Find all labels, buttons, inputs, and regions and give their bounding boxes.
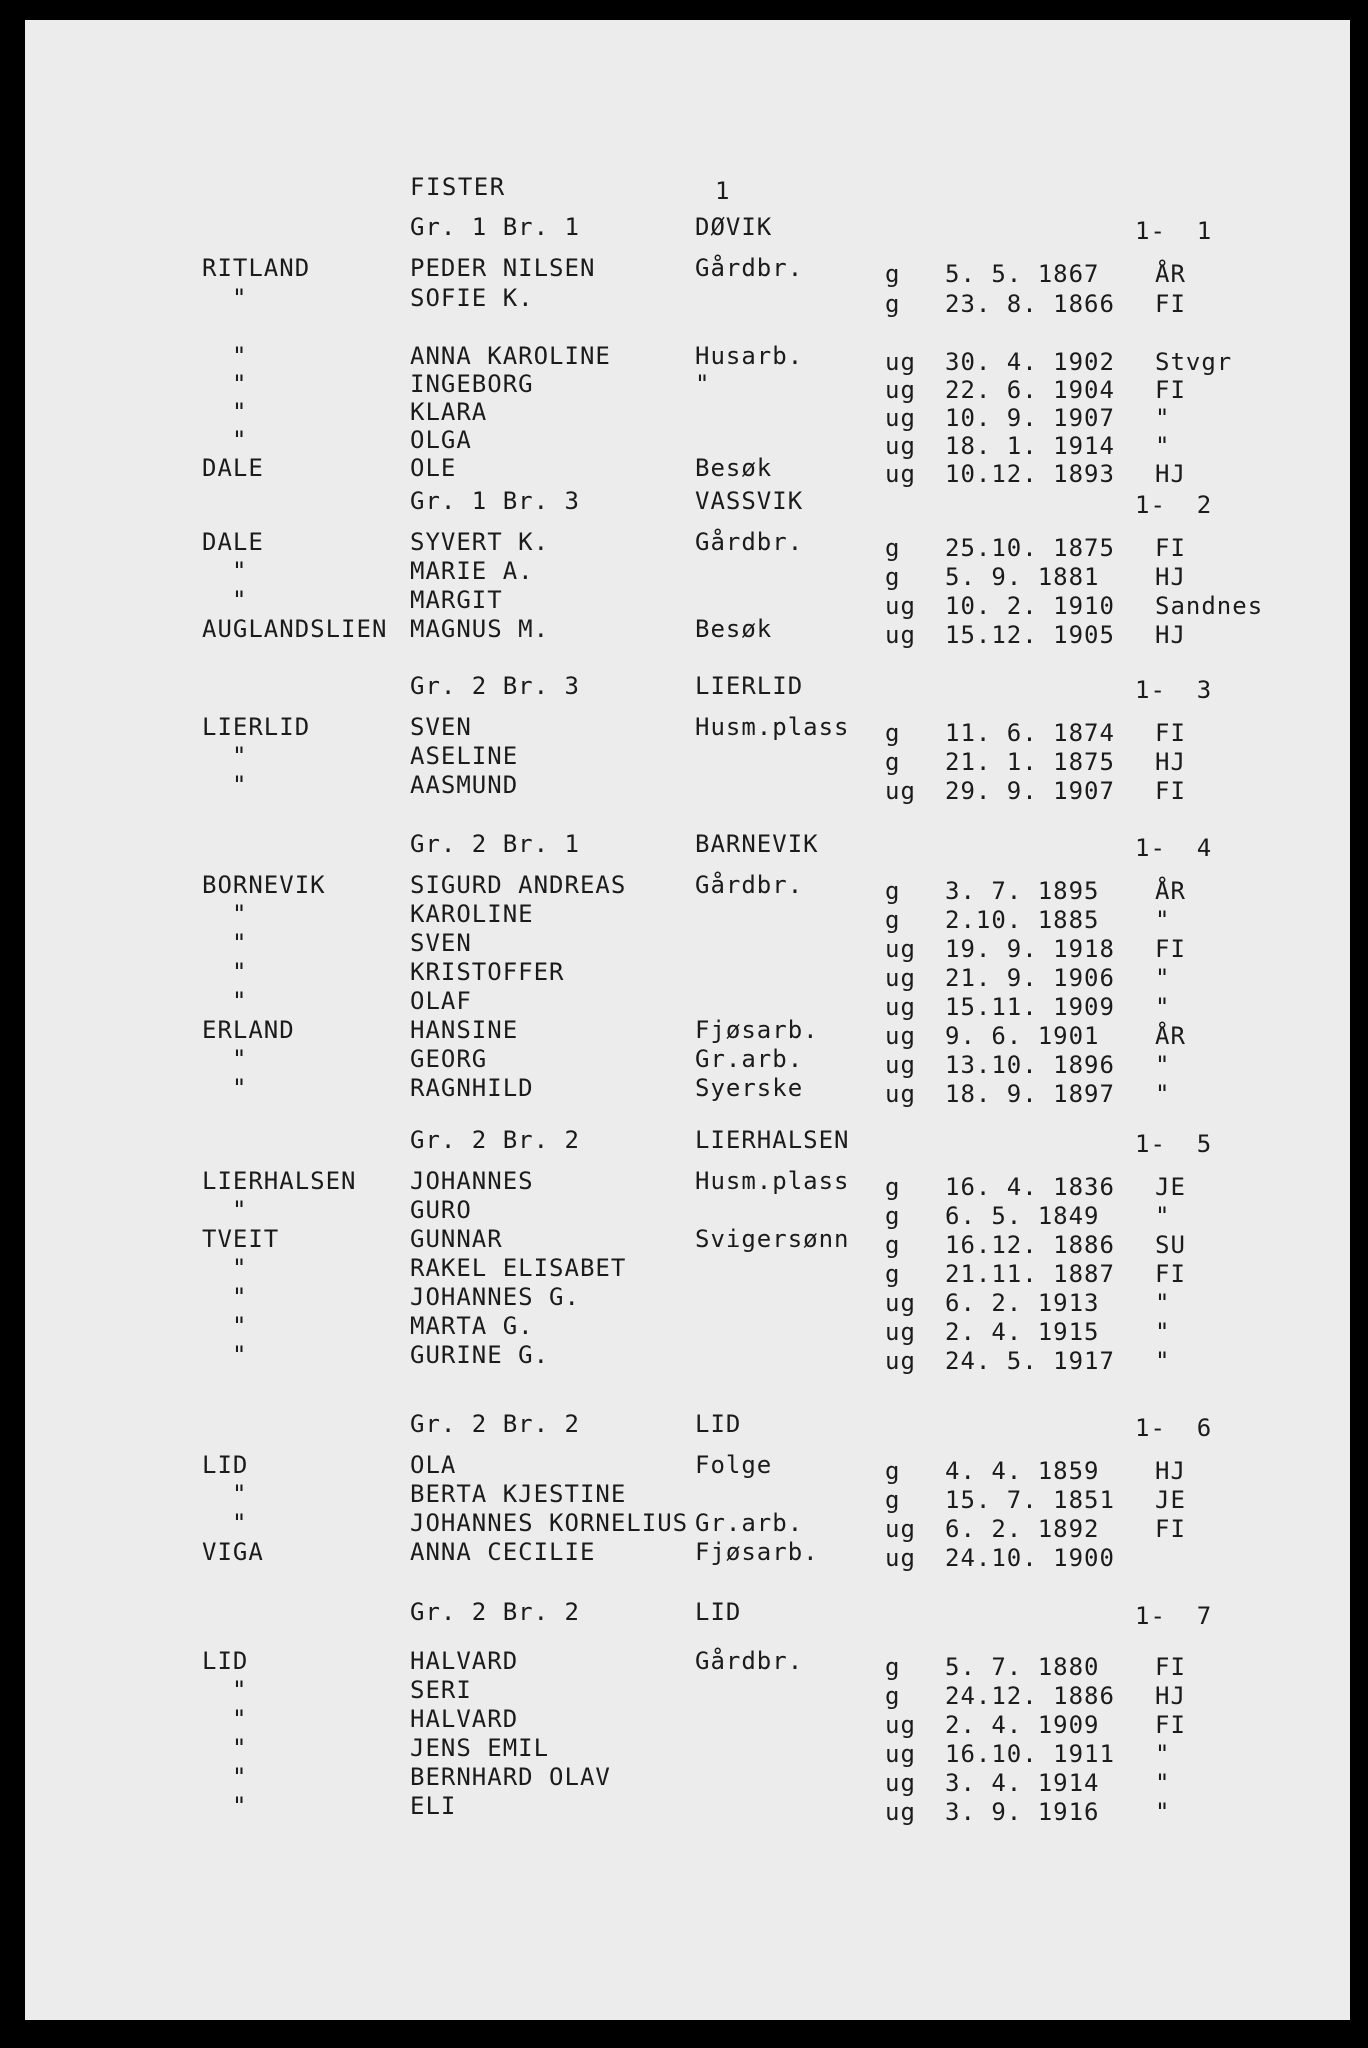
section-place-name: LIERHALSEN bbox=[695, 1126, 850, 1154]
row-birth-date: 18. 9. 1897 bbox=[945, 1080, 1115, 1108]
row-birth-date: 19. 9. 1918 bbox=[945, 935, 1115, 963]
row-surname: " bbox=[232, 284, 248, 312]
row-surname: " bbox=[232, 342, 248, 370]
row-marital-status: ug bbox=[885, 592, 916, 620]
section-place-name: LIERLID bbox=[695, 672, 804, 700]
row-marital-status: g bbox=[885, 1231, 901, 1259]
row-birthplace: FI bbox=[1155, 1515, 1186, 1543]
row-marital-status: g bbox=[885, 748, 901, 776]
row-marital-status: g bbox=[885, 1682, 901, 1710]
row-role: Husm.plass bbox=[695, 1167, 850, 1195]
row-birthplace: " bbox=[1155, 1318, 1171, 1346]
row-role: Gårdbr. bbox=[695, 871, 804, 899]
row-birth-date: 21. 9. 1906 bbox=[945, 964, 1115, 992]
row-role: Husarb. bbox=[695, 342, 804, 370]
row-marital-status: g bbox=[885, 1653, 901, 1681]
row-birthplace: " bbox=[1155, 993, 1171, 1021]
row-birthplace: " bbox=[1155, 1769, 1171, 1797]
row-marital-status: ug bbox=[885, 1798, 916, 1826]
row-marital-status: g bbox=[885, 534, 901, 562]
row-surname: LIERHALSEN bbox=[202, 1167, 357, 1195]
section-code: 1- 7 bbox=[1135, 1602, 1213, 1630]
row-given-name: SERI bbox=[410, 1676, 472, 1704]
row-role: Besøk bbox=[695, 454, 773, 482]
row-role: Syerske bbox=[695, 1074, 804, 1102]
row-birth-date: 21. 1. 1875 bbox=[945, 748, 1115, 776]
row-birthplace: HJ bbox=[1155, 460, 1186, 488]
row-birth-date: 9. 6. 1901 bbox=[945, 1022, 1100, 1050]
row-birthplace: FI bbox=[1155, 376, 1186, 404]
row-given-name: KAROLINE bbox=[410, 900, 534, 928]
section-group-label: Gr. 2 Br. 1 bbox=[410, 830, 580, 858]
row-role: " bbox=[695, 370, 711, 398]
row-surname: " bbox=[232, 1283, 248, 1311]
row-birthplace: Stvgr bbox=[1155, 348, 1233, 376]
row-given-name: KLARA bbox=[410, 398, 488, 426]
row-birth-date: 16. 4. 1836 bbox=[945, 1173, 1115, 1201]
row-birth-date: 29. 9. 1907 bbox=[945, 777, 1115, 805]
row-birthplace: HJ bbox=[1155, 621, 1186, 649]
row-birthplace: FI bbox=[1155, 1260, 1186, 1288]
page-title: FISTER bbox=[410, 173, 506, 201]
section-place-name: BARNEVIK bbox=[695, 830, 819, 858]
row-birth-date: 25.10. 1875 bbox=[945, 534, 1115, 562]
row-given-name: OLGA bbox=[410, 426, 472, 454]
section-place-name: LID bbox=[695, 1410, 742, 1438]
section-code: 1- 3 bbox=[1135, 676, 1213, 704]
row-given-name: PEDER NILSEN bbox=[410, 254, 596, 282]
row-given-name: BERTA KJESTINE bbox=[410, 1480, 627, 1508]
row-marital-status: g bbox=[885, 1202, 901, 1230]
row-given-name: RAGNHILD bbox=[410, 1074, 534, 1102]
row-surname: " bbox=[232, 1196, 248, 1224]
section-code: 1- 2 bbox=[1135, 491, 1213, 519]
row-given-name: ELI bbox=[410, 1792, 457, 1820]
row-role: Gårdbr. bbox=[695, 254, 804, 282]
row-birth-date: 2. 4. 1915 bbox=[945, 1318, 1100, 1346]
row-given-name: OLA bbox=[410, 1451, 457, 1479]
row-given-name: INGEBORG bbox=[410, 370, 534, 398]
row-birthplace: " bbox=[1155, 1202, 1171, 1230]
row-birth-date: 6. 2. 1892 bbox=[945, 1515, 1100, 1543]
row-birth-date: 10.12. 1893 bbox=[945, 460, 1115, 488]
row-given-name: GUNNAR bbox=[410, 1225, 503, 1253]
row-marital-status: ug bbox=[885, 1051, 916, 1079]
row-given-name: JOHANNES KORNELIUS bbox=[410, 1509, 689, 1537]
row-birth-date: 15.12. 1905 bbox=[945, 621, 1115, 649]
section-group-label: Gr. 2 Br. 2 bbox=[410, 1410, 580, 1438]
row-marital-status: g bbox=[885, 1173, 901, 1201]
row-birth-date: 24.10. 1900 bbox=[945, 1544, 1115, 1572]
row-birth-date: 22. 6. 1904 bbox=[945, 376, 1115, 404]
row-marital-status: ug bbox=[885, 1769, 916, 1797]
row-given-name: JENS EMIL bbox=[410, 1734, 550, 1762]
row-role: Folge bbox=[695, 1451, 773, 1479]
row-birth-date: 2.10. 1885 bbox=[945, 906, 1100, 934]
row-surname: RITLAND bbox=[202, 254, 311, 282]
row-given-name: MAGNUS M. bbox=[410, 615, 550, 643]
section-code: 1- 4 bbox=[1135, 834, 1213, 862]
row-birth-date: 5. 7. 1880 bbox=[945, 1653, 1100, 1681]
row-surname: " bbox=[232, 900, 248, 928]
row-surname: " bbox=[232, 1480, 248, 1508]
row-birth-date: 11. 6. 1874 bbox=[945, 719, 1115, 747]
row-given-name: HANSINE bbox=[410, 1016, 519, 1044]
row-marital-status: ug bbox=[885, 460, 916, 488]
row-surname: ERLAND bbox=[202, 1016, 295, 1044]
row-surname: " bbox=[232, 1312, 248, 1340]
row-surname: " bbox=[232, 370, 248, 398]
row-surname: BORNEVIK bbox=[202, 871, 326, 899]
row-surname: " bbox=[232, 557, 248, 585]
row-marital-status: g bbox=[885, 719, 901, 747]
row-marital-status: ug bbox=[885, 777, 916, 805]
row-birth-date: 16.10. 1911 bbox=[945, 1740, 1115, 1768]
row-surname: TVEIT bbox=[202, 1225, 280, 1253]
row-marital-status: ug bbox=[885, 1022, 916, 1050]
row-birth-date: 21.11. 1887 bbox=[945, 1260, 1115, 1288]
row-role: Fjøsarb. bbox=[695, 1538, 819, 1566]
row-role: Gårdbr. bbox=[695, 1647, 804, 1675]
row-surname: " bbox=[232, 1045, 248, 1073]
row-marital-status: ug bbox=[885, 621, 916, 649]
row-birth-date: 3. 4. 1914 bbox=[945, 1769, 1100, 1797]
row-role: Husm.plass bbox=[695, 713, 850, 741]
row-surname: " bbox=[232, 1763, 248, 1791]
row-given-name: OLE bbox=[410, 454, 457, 482]
row-surname: " bbox=[232, 426, 248, 454]
row-marital-status: ug bbox=[885, 404, 916, 432]
row-birth-date: 3. 9. 1916 bbox=[945, 1798, 1100, 1826]
row-given-name: ASELINE bbox=[410, 742, 519, 770]
row-surname: " bbox=[232, 586, 248, 614]
row-surname: DALE bbox=[202, 454, 264, 482]
row-surname: " bbox=[232, 1341, 248, 1369]
row-birth-date: 23. 8. 1866 bbox=[945, 290, 1115, 318]
row-birth-date: 5. 9. 1881 bbox=[945, 563, 1100, 591]
row-marital-status: ug bbox=[885, 993, 916, 1021]
row-given-name: OLAF bbox=[410, 987, 472, 1015]
row-birthplace: JE bbox=[1155, 1173, 1186, 1201]
row-birth-date: 6. 5. 1849 bbox=[945, 1202, 1100, 1230]
row-birth-date: 18. 1. 1914 bbox=[945, 432, 1115, 460]
row-marital-status: g bbox=[885, 260, 901, 288]
row-surname: " bbox=[232, 987, 248, 1015]
section-place-name: DØVIK bbox=[695, 213, 773, 241]
row-surname: " bbox=[232, 771, 248, 799]
row-birthplace: " bbox=[1155, 1051, 1171, 1079]
row-given-name: RAKEL ELISABET bbox=[410, 1254, 627, 1282]
row-given-name: GURO bbox=[410, 1196, 472, 1224]
row-given-name: SVEN bbox=[410, 929, 472, 957]
row-birthplace: " bbox=[1155, 1740, 1171, 1768]
row-birth-date: 13.10. 1896 bbox=[945, 1051, 1115, 1079]
row-role: Besøk bbox=[695, 615, 773, 643]
row-given-name: ANNA KAROLINE bbox=[410, 342, 611, 370]
row-birthplace: HJ bbox=[1155, 563, 1186, 591]
row-birth-date: 2. 4. 1909 bbox=[945, 1711, 1100, 1739]
row-surname: " bbox=[232, 1734, 248, 1762]
row-given-name: SVEN bbox=[410, 713, 472, 741]
row-given-name: MARGIT bbox=[410, 586, 503, 614]
row-given-name: SOFIE K. bbox=[410, 284, 534, 312]
row-surname: LID bbox=[202, 1451, 249, 1479]
row-birth-date: 15.11. 1909 bbox=[945, 993, 1115, 1021]
row-marital-status: ug bbox=[885, 1318, 916, 1346]
row-given-name: HALVARD bbox=[410, 1647, 519, 1675]
row-marital-status: g bbox=[885, 563, 901, 591]
row-given-name: SIGURD ANDREAS bbox=[410, 871, 627, 899]
row-birth-date: 24. 5. 1917 bbox=[945, 1347, 1115, 1375]
row-given-name: KRISTOFFER bbox=[410, 958, 565, 986]
section-group-label: Gr. 2 Br. 3 bbox=[410, 672, 580, 700]
row-marital-status: g bbox=[885, 1486, 901, 1514]
row-given-name: JOHANNES bbox=[410, 1167, 534, 1195]
row-marital-status: g bbox=[885, 1260, 901, 1288]
row-birthplace: " bbox=[1155, 404, 1171, 432]
row-birthplace: " bbox=[1155, 1080, 1171, 1108]
section-group-label: Gr. 1 Br. 1 bbox=[410, 213, 580, 241]
row-birthplace: JE bbox=[1155, 1486, 1186, 1514]
row-marital-status: g bbox=[885, 906, 901, 934]
row-birthplace: ÅR bbox=[1155, 1022, 1186, 1050]
row-birth-date: 3. 7. 1895 bbox=[945, 877, 1100, 905]
row-marital-status: ug bbox=[885, 1711, 916, 1739]
row-birthplace: FI bbox=[1155, 719, 1186, 747]
row-role: Fjøsarb. bbox=[695, 1016, 819, 1044]
section-place-name: LID bbox=[695, 1598, 742, 1626]
row-birthplace: HJ bbox=[1155, 748, 1186, 776]
row-given-name: AASMUND bbox=[410, 771, 519, 799]
row-given-name: GEORG bbox=[410, 1045, 488, 1073]
row-surname: " bbox=[232, 929, 248, 957]
row-given-name: BERNHARD OLAV bbox=[410, 1763, 611, 1791]
section-group-label: Gr. 1 Br. 3 bbox=[410, 487, 580, 515]
row-marital-status: ug bbox=[885, 432, 916, 460]
row-birth-date: 10. 9. 1907 bbox=[945, 404, 1115, 432]
row-given-name: GURINE G. bbox=[410, 1341, 550, 1369]
row-birth-date: 15. 7. 1851 bbox=[945, 1486, 1115, 1514]
row-marital-status: ug bbox=[885, 1515, 916, 1543]
row-birthplace: ÅR bbox=[1155, 877, 1186, 905]
row-surname: " bbox=[232, 1676, 248, 1704]
row-marital-status: ug bbox=[885, 964, 916, 992]
row-given-name: JOHANNES G. bbox=[410, 1283, 580, 1311]
row-surname: " bbox=[232, 1509, 248, 1537]
row-role: Gårdbr. bbox=[695, 528, 804, 556]
row-marital-status: ug bbox=[885, 1740, 916, 1768]
section-group-label: Gr. 2 Br. 2 bbox=[410, 1598, 580, 1626]
row-given-name: MARTA G. bbox=[410, 1312, 534, 1340]
row-birthplace: Sandnes bbox=[1155, 592, 1264, 620]
row-birthplace: FI bbox=[1155, 777, 1186, 805]
row-given-name: SYVERT K. bbox=[410, 528, 550, 556]
row-surname: " bbox=[232, 1074, 248, 1102]
row-birthplace: " bbox=[1155, 1289, 1171, 1317]
row-given-name: MARIE A. bbox=[410, 557, 534, 585]
row-birthplace: " bbox=[1155, 1347, 1171, 1375]
row-birth-date: 16.12. 1886 bbox=[945, 1231, 1115, 1259]
row-marital-status: ug bbox=[885, 376, 916, 404]
row-birthplace: " bbox=[1155, 906, 1171, 934]
row-surname: DALE bbox=[202, 528, 264, 556]
row-marital-status: g bbox=[885, 1457, 901, 1485]
row-birthplace: ÅR bbox=[1155, 260, 1186, 288]
row-surname: LID bbox=[202, 1647, 249, 1675]
row-marital-status: ug bbox=[885, 1544, 916, 1572]
document-page bbox=[25, 20, 1350, 2020]
row-surname: " bbox=[232, 742, 248, 770]
row-marital-status: g bbox=[885, 877, 901, 905]
row-surname: " bbox=[232, 1792, 248, 1820]
row-birthplace: HJ bbox=[1155, 1682, 1186, 1710]
row-birthplace: " bbox=[1155, 432, 1171, 460]
row-marital-status: ug bbox=[885, 1080, 916, 1108]
section-place-name: VASSVIK bbox=[695, 487, 804, 515]
row-birth-date: 5. 5. 1867 bbox=[945, 260, 1100, 288]
row-birth-date: 30. 4. 1902 bbox=[945, 348, 1115, 376]
row-marital-status: ug bbox=[885, 1289, 916, 1317]
row-given-name: HALVARD bbox=[410, 1705, 519, 1733]
row-birthplace: " bbox=[1155, 964, 1171, 992]
row-birthplace: FI bbox=[1155, 935, 1186, 963]
section-code: 1- 1 bbox=[1135, 217, 1213, 245]
row-birthplace: SU bbox=[1155, 1231, 1186, 1259]
row-surname: VIGA bbox=[202, 1538, 264, 1566]
page-number: 1 bbox=[715, 177, 731, 205]
row-birth-date: 24.12. 1886 bbox=[945, 1682, 1115, 1710]
row-marital-status: ug bbox=[885, 935, 916, 963]
row-birthplace: FI bbox=[1155, 290, 1186, 318]
row-role: Svigersønn bbox=[695, 1225, 850, 1253]
row-surname: AUGLANDSLIEN bbox=[202, 615, 388, 643]
row-marital-status: ug bbox=[885, 1347, 916, 1375]
row-birth-date: 6. 2. 1913 bbox=[945, 1289, 1100, 1317]
row-birthplace: HJ bbox=[1155, 1457, 1186, 1485]
row-surname: " bbox=[232, 398, 248, 426]
row-birthplace: FI bbox=[1155, 534, 1186, 562]
row-role: Gr.arb. bbox=[695, 1045, 804, 1073]
row-birthplace: FI bbox=[1155, 1711, 1186, 1739]
row-surname: " bbox=[232, 958, 248, 986]
row-role: Gr.arb. bbox=[695, 1509, 804, 1537]
row-birthplace: FI bbox=[1155, 1653, 1186, 1681]
section-code: 1- 6 bbox=[1135, 1414, 1213, 1442]
row-birthplace: " bbox=[1155, 1798, 1171, 1826]
row-surname: " bbox=[232, 1705, 248, 1733]
section-group-label: Gr. 2 Br. 2 bbox=[410, 1126, 580, 1154]
row-birth-date: 4. 4. 1859 bbox=[945, 1457, 1100, 1485]
section-code: 1- 5 bbox=[1135, 1130, 1213, 1158]
row-surname: LIERLID bbox=[202, 713, 311, 741]
row-marital-status: ug bbox=[885, 348, 916, 376]
row-marital-status: g bbox=[885, 290, 901, 318]
row-surname: " bbox=[232, 1254, 248, 1282]
row-given-name: ANNA CECILIE bbox=[410, 1538, 596, 1566]
row-birth-date: 10. 2. 1910 bbox=[945, 592, 1115, 620]
